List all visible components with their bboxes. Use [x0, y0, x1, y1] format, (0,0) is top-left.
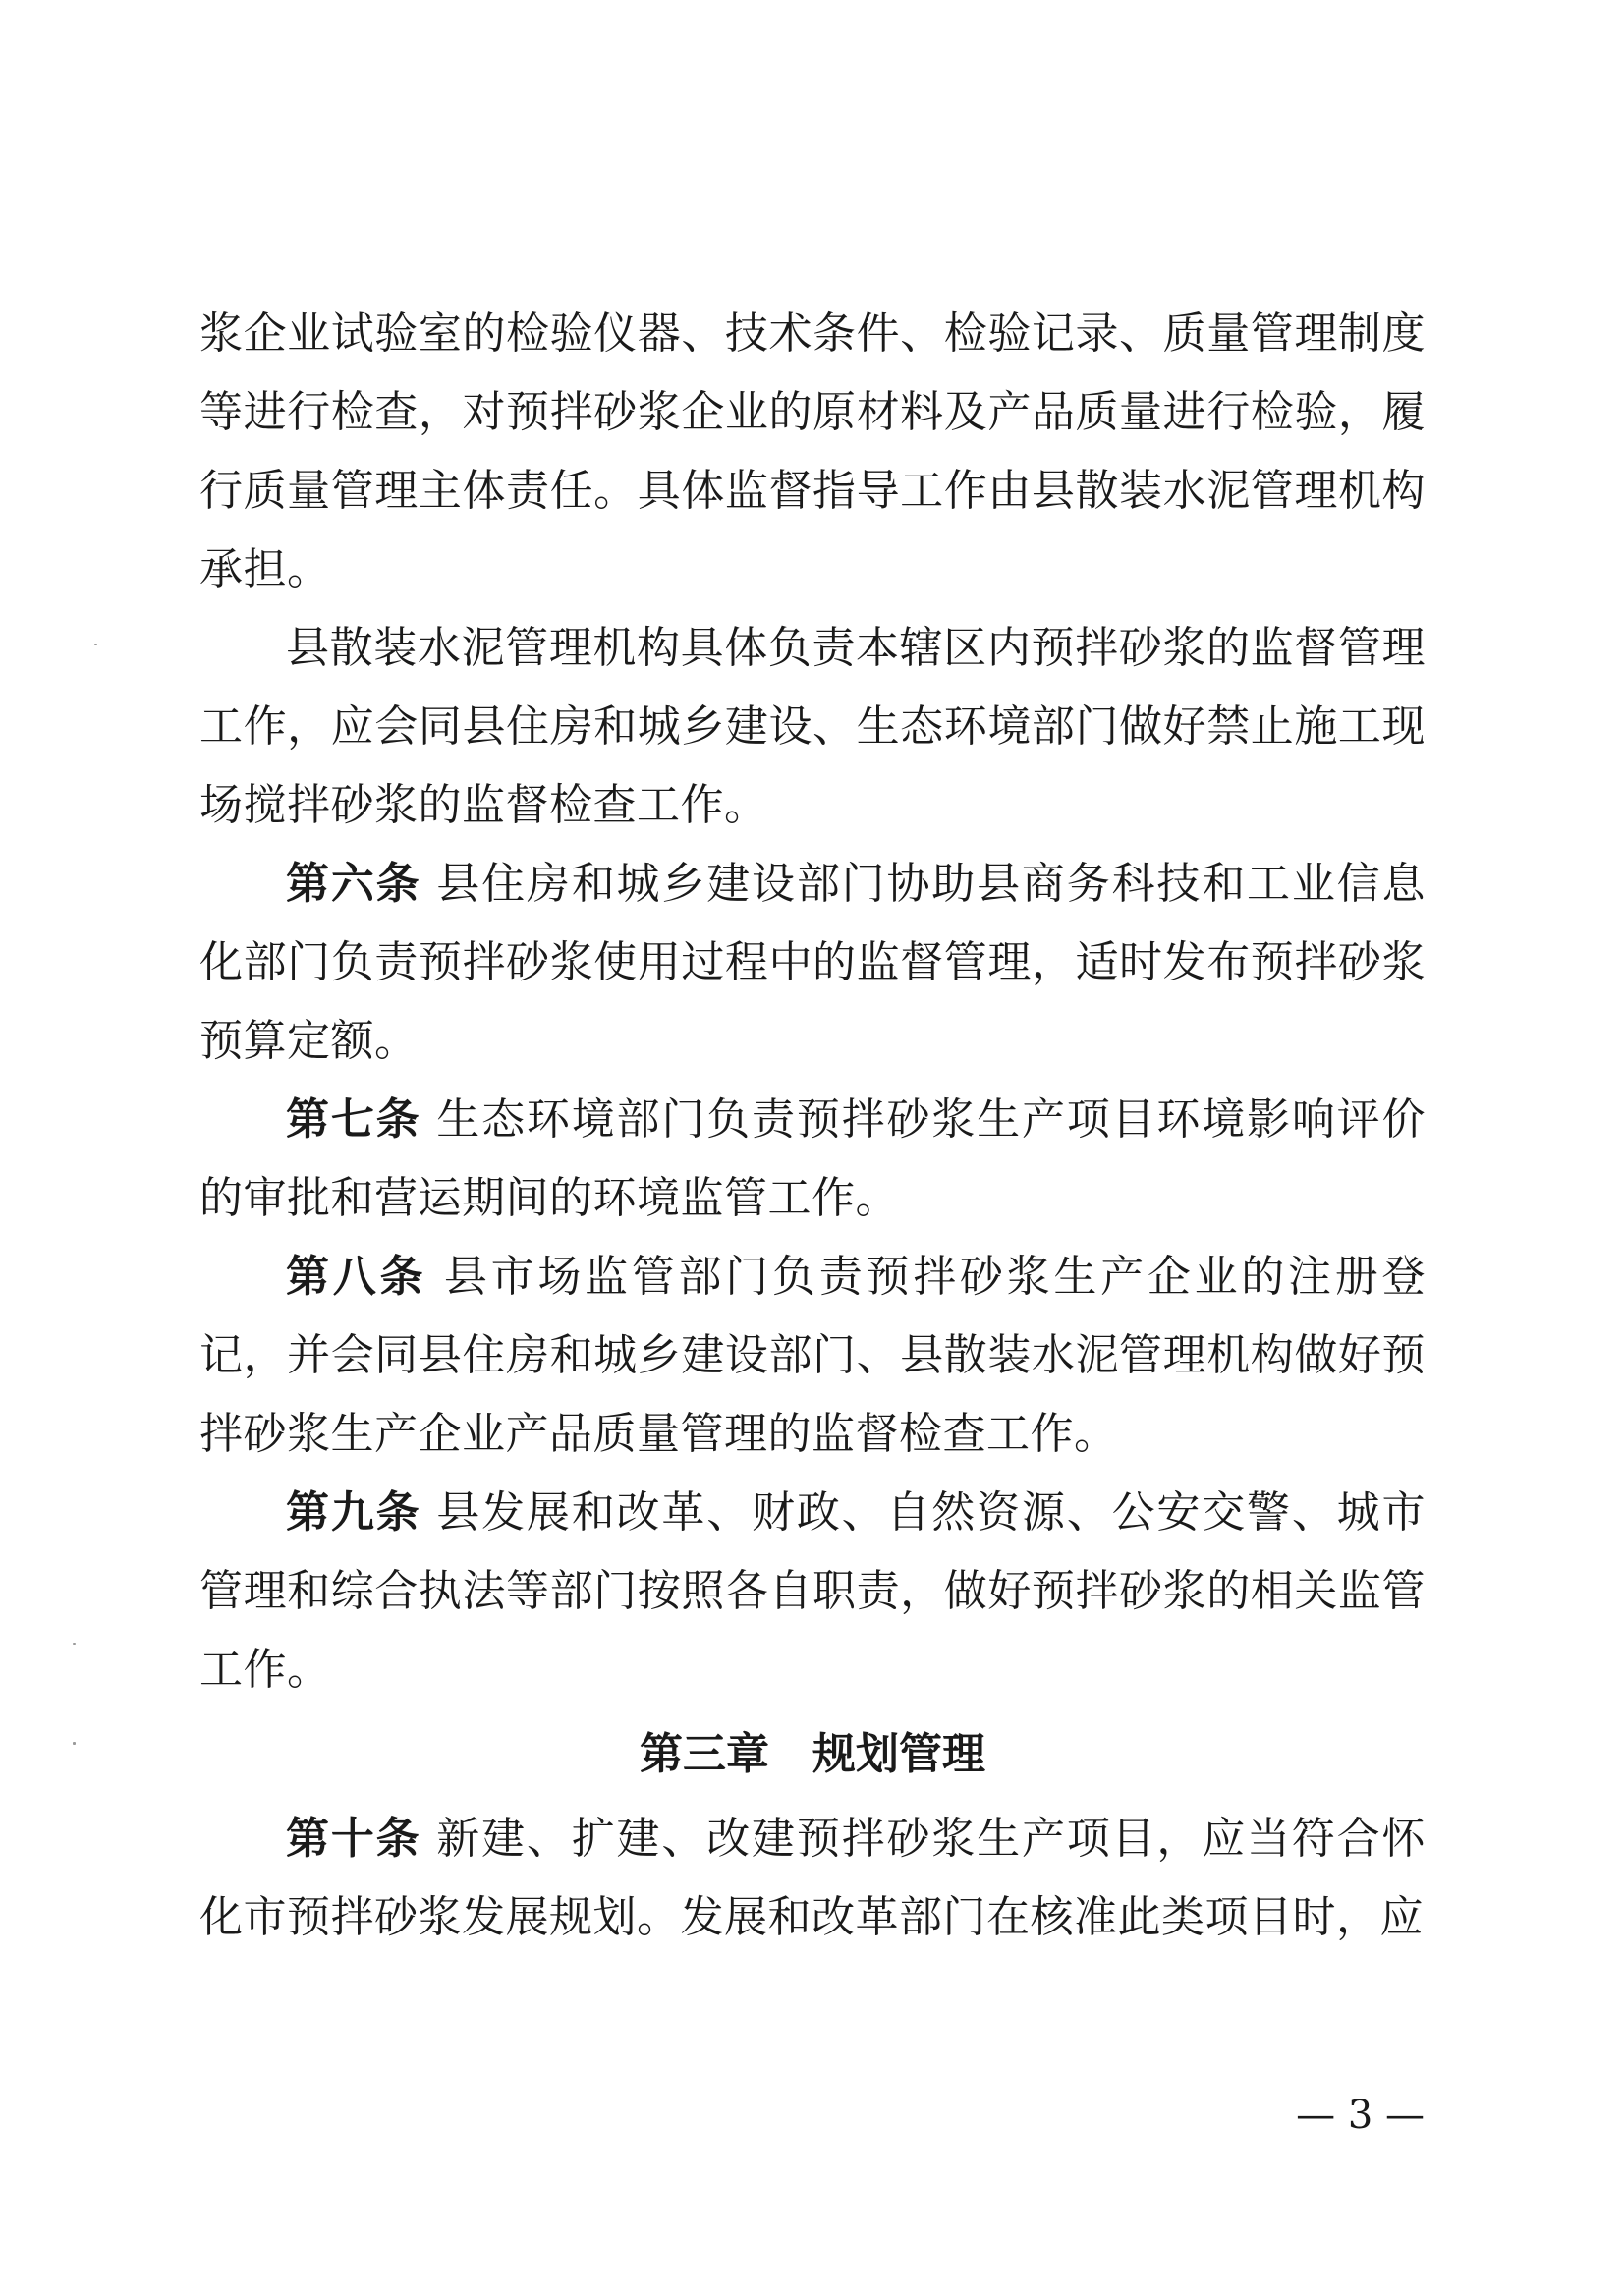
article-text: 县发展和改革、财政、自然资源、公安交警、城市管理和综合执法等部门按照各自职责，做好预拌砂浆的相关监管工作。	[199, 1487, 1426, 1695]
paragraph-text: 县散装水泥管理机构具体负责本辖区内预拌砂浆的监督管理工作，应会同县住房和城乡建设、生态环境部门做好禁止施工现场搅拌砂浆的监督检查工作。	[199, 623, 1426, 830]
article-text: 县市场监管部门负责预拌砂浆生产企业的注册登记，并会同县住房和城乡建设部门、县散装水泥管理机构做好预拌砂浆生产企业产品质量管理的监督检查工作。	[199, 1252, 1426, 1459]
chapter-number: 第三章	[640, 1729, 769, 1779]
chapter-heading	[199, 1709, 1426, 1800]
article-number: 第六条	[286, 859, 421, 909]
article-9	[199, 1474, 1426, 1709]
document-body	[199, 295, 1426, 1957]
article-8	[199, 1238, 1426, 1474]
paragraph-continuation	[199, 295, 1426, 609]
scan-speck	[94, 644, 97, 645]
paragraph-text: 浆企业试验室的检验仪器、技术条件、检验记录、质量管理制度等进行检查，对预拌砂浆企业的原材料及产品质量进行检验，履行质量管理主体责任。具体监督指导工作由县散装水泥管理机构承担。	[199, 308, 1426, 594]
article-6	[199, 845, 1426, 1081]
page-number: — 3 —	[1296, 2093, 1425, 2138]
paragraph-bulk-cement-agency	[199, 609, 1426, 845]
article-number: 第十条	[286, 1814, 421, 1864]
article-10	[199, 1800, 1426, 1957]
article-number: 第八条	[286, 1252, 427, 1302]
article-number: 第七条	[286, 1094, 421, 1145]
article-text: 县住房和城乡建设部门协助县商务科技和工业信息化部门负责预拌砂浆使用过程中的监督管理，适时发布预拌砂浆预算定额。	[199, 859, 1426, 1066]
scan-speck	[73, 1742, 76, 1745]
scan-speck	[73, 1643, 76, 1645]
article-text: 新建、扩建、改建预拌砂浆生产项目，应当符合怀化市预拌砂浆发展规划。发展和改革部门在核准此类项目时，应	[199, 1814, 1426, 1942]
article-text: 生态环境部门负责预拌砂浆生产项目环境影响评价的审批和营运期间的环境监管工作。	[199, 1094, 1426, 1223]
article-7	[199, 1081, 1426, 1238]
chapter-title: 规划管理	[812, 1729, 985, 1779]
article-number: 第九条	[286, 1487, 421, 1538]
